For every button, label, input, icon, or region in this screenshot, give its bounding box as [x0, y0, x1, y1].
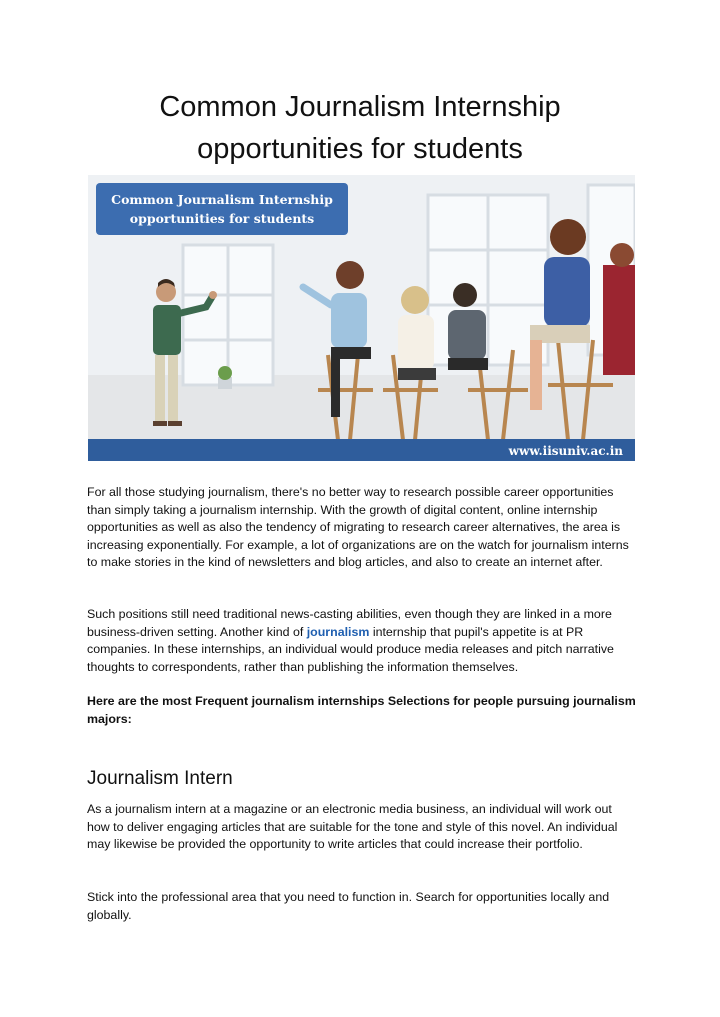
hero-banner-line-2: opportunities for students	[129, 211, 315, 226]
paragraph-pr-text-end: internship that pupil's appetite is at PR companies. In these internships, an individual would produce media releases and pitch narrative thoughts to correspondents, rather than publishing the information themselves.	[87, 624, 614, 674]
paragraph-advice: Stick into the professional area that you need to function in. Search for opportunities locally and globally.	[87, 890, 610, 922]
journalism-link[interactable]: journalism	[306, 624, 370, 639]
hero-banner-line-1: Common Journalism Internship	[111, 192, 333, 207]
title-line-2: opportunities for students	[197, 133, 523, 165]
paragraph-lead-in: Here are the most Frequent journalism internships Selections for people pursuing journalism majors:	[87, 694, 636, 726]
paragraph-pr-text-start: Such positions still need traditional news-casting abilities, even though they are linked in a more business-driven setting. Another kind of	[87, 607, 612, 639]
title-line-1: Common Journalism Internship	[159, 91, 561, 123]
paragraph-pr	[87, 606, 637, 676]
hero-banner	[96, 183, 348, 235]
page-title	[60, 86, 660, 170]
paragraph-intro: For all those studying journalism, there's no better way to research possible career opportunities than simply taking a journalism internship. With the growth of digital content, online internship opportunities as well as also the tendency of migrating to research career alternatives, the area is increasing exponentially. For example, a lot of organizations are on the watch for journalism interns to make stories in the kind of newsletters and blog articles, and also to create an internet after.	[87, 485, 629, 569]
hero-image	[88, 175, 635, 461]
hero-url: www.iisuniv.ac.in	[508, 444, 623, 458]
section-heading: Journalism Intern	[87, 768, 233, 789]
paragraph-intern-description: As a journalism intern at a magazine or an electronic media business, an individual will work out how to deliver engaging articles that are suitable for the tone and style of this novel. An individual may likewise be provided the opportunity to write articles that could increase their portfolio.	[87, 802, 618, 851]
